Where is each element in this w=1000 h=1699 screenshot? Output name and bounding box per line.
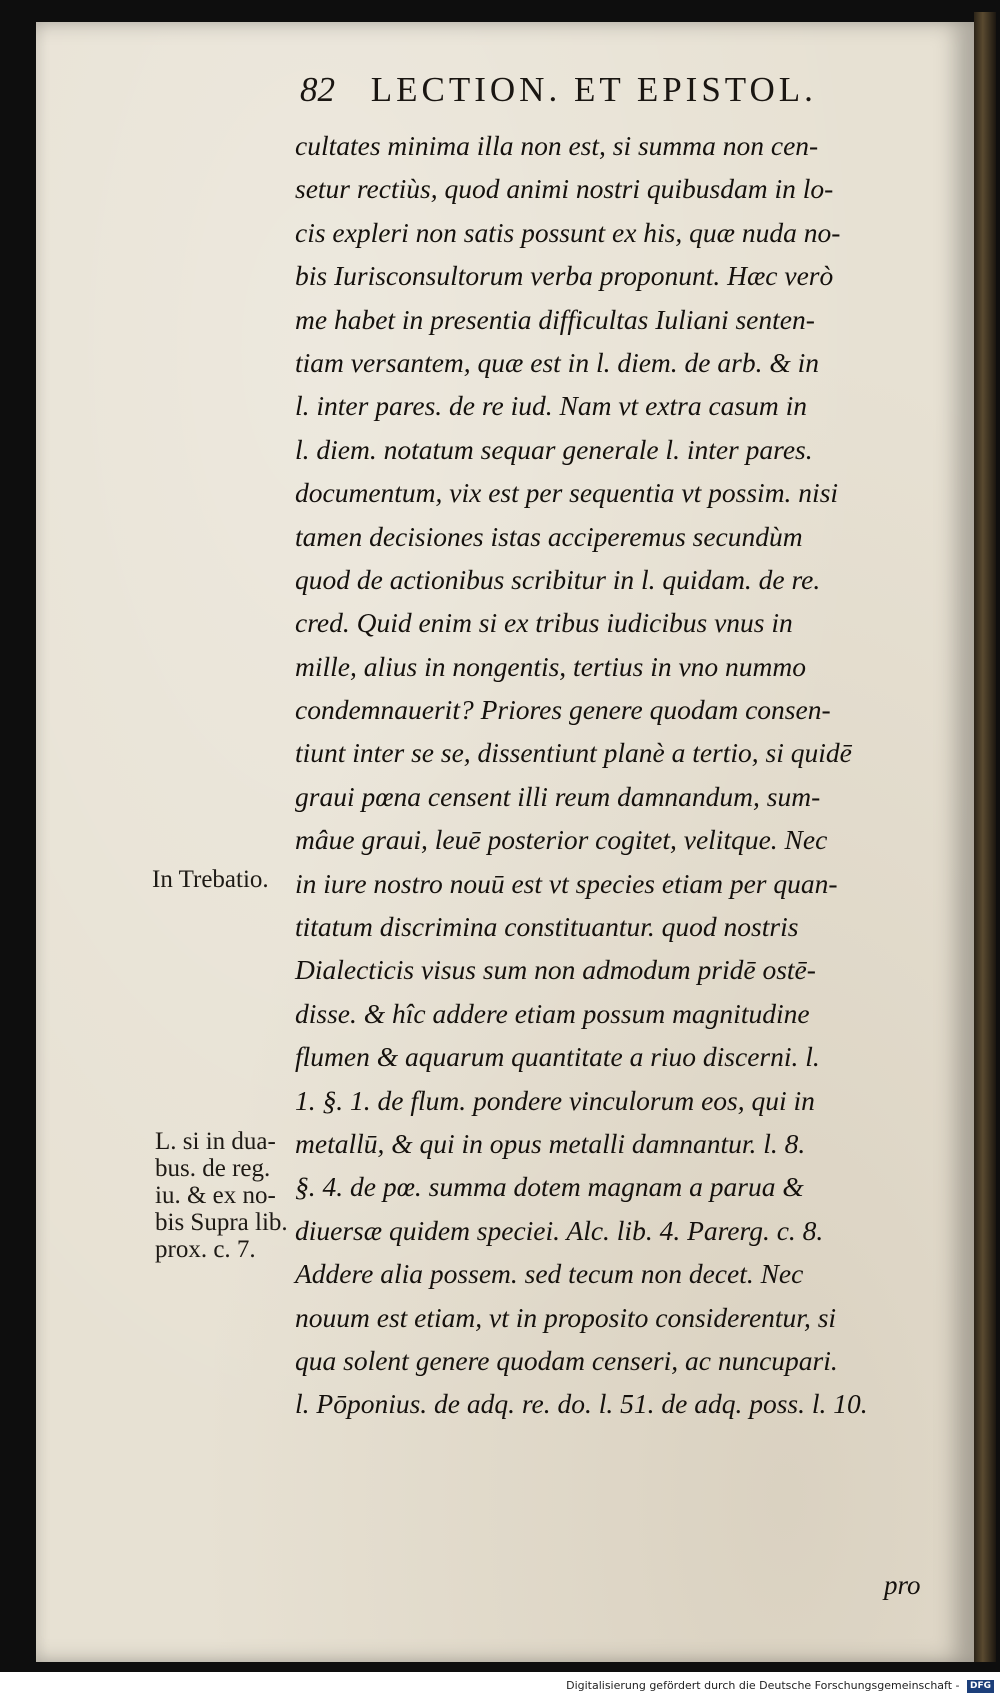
running-title: LECTION. ET EPISTOL. — [370, 70, 817, 109]
text-line: tiam versantem, quæ est in l. diem. de arb. & in — [295, 346, 819, 378]
digitization-footer — [0, 1672, 1000, 1699]
marginal-note-line: bis Supra lib. — [155, 1209, 288, 1236]
text-line: tiunt inter se se, dissentiunt planè a tertio, si quidē — [295, 737, 852, 769]
marginal-note-line: L. si in dua- — [155, 1128, 276, 1155]
text-line: mille, alius in nongentis, tertius in vno nummo — [295, 650, 807, 682]
text-line: documentum, vix est per sequentia vt possim. nisi — [295, 477, 839, 509]
text-line: §. 4. de pœ. summa dotem magnam a parua & — [295, 1171, 804, 1203]
marginal-note-line: iu. & ex no- — [155, 1182, 276, 1209]
text-line: Dialecticis visus sum non admodum pridē ostē- — [295, 954, 816, 986]
text-line: 1. §. 1. de flum. pondere vinculorum eos, qui in — [295, 1084, 815, 1116]
text-line: metallū, & qui in opus metalli damnantur. l. 8. — [295, 1127, 806, 1159]
dfg-logo: DFG — [967, 1680, 994, 1693]
text-line: titatum discrimina constituantur. quod nostris — [295, 911, 799, 943]
text-line: condemnauerit? Priores genere quodam consen- — [295, 694, 831, 726]
text-line: cultates minima illa non est, si summa non cen- — [295, 130, 819, 161]
text-line: mâue graui, leuē posterior cogitet, velitque. Nec — [295, 824, 828, 856]
text-line: cis expleri non satis possunt ex his, quæ nuda no- — [295, 216, 841, 248]
marginal-note-line: bus. de reg. — [155, 1155, 271, 1182]
text-line: graui pœna censent illi reum damnandum, sum- — [295, 780, 821, 812]
text-line: tamen decisiones istas acciperemus secundùm — [295, 520, 803, 552]
text-line: Addere alia possem. sed tecum non decet. Nec — [295, 1258, 804, 1290]
running-header — [300, 70, 900, 120]
text-line: cred. Quid enim si ex tribus iudicibus vnus in — [295, 607, 793, 639]
funding-credit: Digitalisierung gefördert durch die Deutsche Forschungsgemeinschaft - — [566, 1679, 960, 1692]
text-line: quod de actionibus scribitur in l. quidam. de re. — [295, 563, 821, 595]
text-line: qua solent genere quodam censeri, ac nuncupari. — [295, 1344, 838, 1376]
text-line: l. inter pares. de re iud. Nam vt extra casum in — [295, 390, 807, 422]
main-text-block — [295, 124, 975, 1426]
marginal-note-line: prox. c. 7. — [155, 1236, 256, 1263]
text-line: disse. & hîc addere etiam possum magnitudine — [295, 997, 810, 1029]
text-line: nouum est etiam, vt in proposito considerentur, si — [295, 1301, 837, 1333]
text-line: l. Pōponius. de adq. re. do. l. 51. de adq. poss. l. 10. — [295, 1388, 868, 1420]
text-line: flumen & aquarum quantitate a riuo discerni. l. — [295, 1041, 820, 1073]
page-number: 82 — [300, 70, 335, 109]
marginal-note-citation — [155, 1128, 288, 1263]
text-line: setur rectiùs, quod animi nostri quibusdam in lo- — [295, 173, 834, 205]
text-line: me habet in presentia difficultas Iuliani senten- — [295, 303, 815, 335]
catchword: pro — [884, 1570, 921, 1600]
text-line: in iure nostro nouū est vt species etiam per quan- — [295, 867, 838, 899]
text-line: l. diem. notatum sequar generale l. inter pares. — [295, 433, 813, 465]
book-spine — [974, 12, 996, 1662]
text-line: diuersæ quidem speciei. Alc. lib. 4. Parerg. c. 8. — [295, 1214, 824, 1246]
text-line: bis Iurisconsultorum verba proponunt. Hæc verò — [295, 260, 834, 292]
marginal-note-trebatio: In Trebatio. — [152, 866, 269, 893]
